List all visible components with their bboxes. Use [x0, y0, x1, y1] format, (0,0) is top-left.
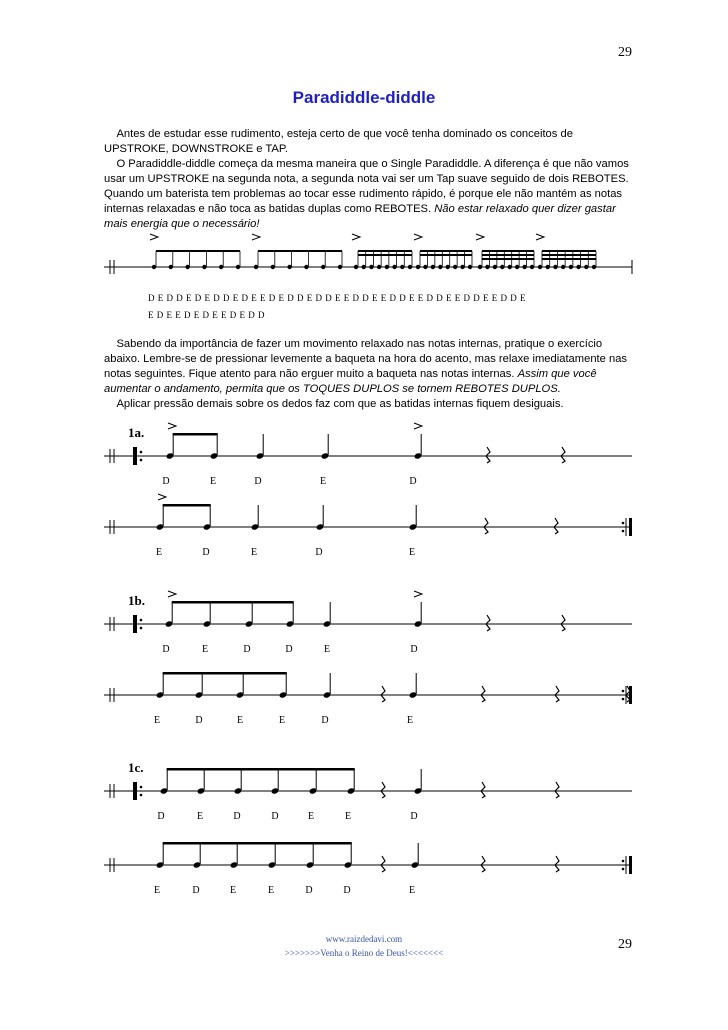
top-staff-note — [362, 265, 366, 269]
exercise-1c-line-1-sticking: D — [157, 811, 165, 822]
exercise-1c-line-1-rest — [381, 782, 385, 798]
exercise-1c-line-1-sticking: E — [307, 811, 315, 822]
top-staff-group-accent — [414, 234, 422, 240]
exercise-1b-line-1-sticking: E — [323, 644, 331, 655]
top-staff-note — [271, 265, 275, 269]
exercise-1b-line-1-beam — [172, 601, 294, 604]
top-staff-group-accent — [150, 234, 158, 240]
exercise-1b-line-2-rest — [555, 686, 559, 702]
exercise-1c-line-2-sticking: D — [343, 885, 351, 896]
top-staff-note — [236, 265, 240, 269]
top-staff-note — [392, 265, 396, 269]
top-staff-note — [321, 265, 325, 269]
exercise-1b-line-2-sticking: D — [195, 715, 203, 726]
exercise-1c-line-2-rest — [381, 856, 385, 872]
top-staff-note — [553, 265, 557, 269]
exercise-1c-label: 1c. — [128, 760, 144, 775]
top-staff-note — [354, 265, 358, 269]
top-staff-note — [431, 265, 435, 269]
intro-paragraph-1: Antes de estudar esse rudimento, esteja certo de que você tenha dominado os conceitos de UPSTROKE, DOWNSTROKE e TAP. — [104, 128, 573, 155]
exercise-1a-line-1-accent — [414, 423, 422, 429]
exercise-1a-line-2-sticking: D — [315, 547, 323, 558]
exercise-1b-line-2-sticking: E — [236, 715, 244, 726]
exercise-1c-line-2-sticking: E — [229, 885, 237, 896]
exercise-1c-line-2-sticking: E — [408, 885, 416, 896]
intro-paragraph-2-text: O Paradiddle-diddle começa da mesma maneira que o Single Paradiddle. A diferença é que não vamos usar um UPSTROKE na segunda nota, a segunda nota vai ser um Tap suave seguido de dois REBOTES. Quando um baterista tem problemas ao tocar esse rudimento rápido, é porque ele não mantém as notas internas relaxadas e não toca as batidas duplas como REBOTES. — [104, 158, 629, 215]
exercise-1a-line-1-beam — [173, 433, 218, 436]
exercise-1a-line-2-repeat-dot — [622, 522, 625, 525]
top-staff-note — [304, 265, 308, 269]
exercise-1c-line-2-rest — [555, 856, 559, 872]
top-staff-note — [485, 265, 489, 269]
exercise-1b-line-2-beam — [163, 672, 287, 675]
top-staff-note — [561, 265, 565, 269]
top-staff-beam — [420, 250, 472, 252]
top-staff-group-accent — [252, 234, 260, 240]
top-staff-beam — [482, 258, 534, 260]
top-staff-note — [169, 265, 173, 269]
top-staff-note — [493, 265, 497, 269]
top-staff-note — [385, 265, 389, 269]
exercise-1a-line-2-rest — [554, 518, 558, 534]
top-staff-beam — [156, 250, 240, 252]
top-staff-note — [592, 265, 596, 269]
page-title: Paradiddle-diddle — [292, 88, 436, 107]
exercise-1b-line-2-sticking: D — [321, 715, 329, 726]
exercise-1a-line-1-sticking: E — [209, 476, 217, 487]
exercise-1a-line-1-sticking: D — [162, 476, 170, 487]
exercise-1c-line-1-repeat-dot — [140, 786, 143, 789]
exercise-1b-line-1-sticking: D — [410, 644, 418, 655]
exercise-1b-line-1-accent — [414, 591, 422, 597]
middle-paragraph-1-text: Sabendo da importância de fazer um movimento relaxado nas notas internas, pratique o exercício abaixo. Lembre-se de pressionar levemente a baqueta na hora do acento, mas relaxe imediatamente nas notas seguintes. Fique atento para não erguer muito a baqueta nas notas internas. — [104, 338, 628, 380]
top-staff-note — [408, 265, 412, 269]
top-staff-note — [287, 265, 291, 269]
exercise-1c-line-1-repeat-start-bar — [133, 782, 137, 800]
top-staff-note — [584, 265, 588, 269]
exercise-1c-line-1-rest — [481, 782, 485, 798]
exercise-1a-line-1-sticking: E — [319, 476, 327, 487]
exercise-1a-line-2-accent — [158, 494, 166, 500]
top-staff-note — [400, 265, 404, 269]
exercise-1a-line-1-repeat-dot — [140, 451, 143, 454]
exercise-1b-line-1-repeat-start-bar — [133, 615, 137, 633]
top-staff-note — [416, 265, 420, 269]
exercise-1c-line-2-sticking: E — [267, 885, 275, 896]
top-staff-note — [515, 265, 519, 269]
exercise-1a-line-1-sticking: D — [254, 476, 262, 487]
top-staff-note — [569, 265, 573, 269]
exercise-1c-line-2-repeat-end-bar — [629, 856, 632, 874]
middle-paragraph-1-emphasis: Assim que você aumentar o andamento, permita que os TOQUES DUPLOS se tornem REBOTES DUPLOS. — [104, 368, 597, 395]
top-staff-beam — [420, 254, 472, 256]
top-staff-note — [438, 265, 442, 269]
exercise-1b-line-1-accent — [168, 591, 176, 597]
top-staff-note — [377, 265, 381, 269]
exercise-1a-line-2-beam — [163, 504, 211, 507]
top-staff-beam — [542, 258, 596, 260]
top-staff-note — [369, 265, 373, 269]
exercise-1c-line-1-repeat-dot — [140, 794, 143, 797]
top-staff-note — [538, 265, 542, 269]
intro-paragraph-2-emphasis: Não estar relaxado quer dizer gastar mais energia que o necessário! — [104, 203, 616, 230]
exercise-1b-line-1-repeat-dot — [140, 627, 143, 630]
exercise-1a-line-2-repeat-end-bar — [629, 518, 632, 536]
top-staff-beam — [542, 250, 596, 252]
exercise-1a-line-1-rest — [561, 447, 565, 463]
exercise-1a-line-1-repeat-start-bar — [133, 447, 137, 465]
exercise-1b-line-1-sticking: D — [243, 644, 251, 655]
exercise-1b-line-2-repeat-dot — [622, 690, 625, 693]
exercise-1b-line-2-sticking: E — [278, 715, 286, 726]
exercise-1c-line-1-sticking: D — [271, 811, 279, 822]
top-staff-group-accent — [476, 234, 484, 240]
top-staff-group-accent — [352, 234, 360, 240]
exercise-1b-line-2-repeat-end-bar — [629, 686, 632, 704]
exercise-1a-line-1-sticking: D — [409, 476, 417, 487]
exercise-1c-line-1-sticking: E — [196, 811, 204, 822]
top-staff-note — [576, 265, 580, 269]
footer-motto: >>>>>>>Venha o Reino de Deus!<<<<<<< — [284, 948, 444, 958]
exercise-1b-line-2-rest — [381, 686, 385, 702]
exercise-1c-line-1-sticking: D — [410, 811, 418, 822]
top-staff-beam — [542, 254, 596, 256]
exercise-1c-line-2-repeat-dot — [622, 868, 625, 871]
exercise-1b-line-2-sticking: E — [153, 715, 161, 726]
top-staff-note — [254, 265, 258, 269]
exercise-1b-label: 1b. — [128, 593, 145, 608]
top-staff-note — [423, 265, 427, 269]
page-number-top: 29 — [618, 45, 632, 60]
exercise-1a-line-2-sticking: E — [408, 547, 416, 558]
exercise-1a-line-2-sticking: D — [202, 547, 210, 558]
exercise-1b-line-1-rest — [486, 615, 490, 631]
top-staff-group-accent — [536, 234, 544, 240]
top-staff-note — [446, 265, 450, 269]
exercise-1b-line-1-sticking: E — [201, 644, 209, 655]
exercise-1a-line-1-accent — [168, 423, 176, 429]
exercise-1a-line-1-rest — [486, 447, 490, 463]
footer-site-link[interactable]: www.raizdedavi.com — [325, 934, 403, 944]
page-number-bottom: 29 — [618, 937, 632, 952]
exercise-1b-line-1-rest — [561, 615, 565, 631]
exercise-1a-line-2-repeat-dot — [622, 530, 625, 533]
exercise-1c-line-2-sticking: D — [305, 885, 313, 896]
exercise-1b-line-1-repeat-dot — [140, 619, 143, 622]
top-staff-note — [546, 265, 550, 269]
top-staff-note — [185, 265, 189, 269]
exercise-1a-line-2-sticking: E — [155, 547, 163, 558]
exercise-1c-line-2-sticking: E — [153, 885, 161, 896]
exercise-1a-line-2-rest — [484, 518, 488, 534]
top-staff-note — [338, 265, 342, 269]
top-staff-note — [508, 265, 512, 269]
top-staff-beam — [258, 250, 342, 252]
top-staff-note — [468, 265, 472, 269]
top-staff-note — [152, 265, 156, 269]
exercise-1c-line-1-rest — [555, 782, 559, 798]
exercise-1b-line-1-sticking: D — [285, 644, 293, 655]
top-staff-note — [202, 265, 206, 269]
top-staff-sticking-row-2: E D E E D E D E E D E D D — [148, 310, 265, 320]
top-staff-note — [219, 265, 223, 269]
top-staff-note — [453, 265, 457, 269]
exercise-1c-line-1-sticking: E — [344, 811, 352, 822]
exercise-1a-label: 1a. — [128, 425, 145, 440]
exercise-1c-line-1-sticking: D — [233, 811, 241, 822]
top-staff-note — [530, 265, 534, 269]
top-staff-beam — [482, 250, 534, 252]
exercise-1c-line-2-repeat-dot — [622, 860, 625, 863]
exercise-1a-line-2-sticking: E — [250, 547, 258, 558]
top-staff-note — [478, 265, 482, 269]
top-staff-sticking-row-1: D E D D E D E D D E D E E D E D D E D D E E D D E E D D E E D D E E D D E E D D E — [148, 293, 526, 303]
exercise-1b-line-2-rest — [481, 686, 485, 702]
middle-paragraph-2: Aplicar pressão demais sobre os dedos faz com que as batidas internas fiquem desiguais. — [116, 398, 564, 410]
top-staff-note — [522, 265, 526, 269]
top-staff-beam — [482, 254, 534, 256]
exercise-1c-line-1-beam — [167, 768, 355, 771]
top-staff-note — [500, 265, 504, 269]
exercise-1c-line-2-rest — [481, 856, 485, 872]
exercise-1b-line-2-sticking: E — [406, 715, 414, 726]
exercise-1c-line-2-sticking: D — [192, 885, 200, 896]
exercise-1c-line-2-beam — [163, 842, 352, 845]
exercise-1b-line-2-repeat-dot — [622, 698, 625, 701]
exercise-1a-line-1-repeat-dot — [140, 459, 143, 462]
exercise-1b-line-1-sticking: D — [162, 644, 170, 655]
top-staff-note — [460, 265, 464, 269]
top-staff-beam — [358, 250, 412, 252]
top-staff-beam — [358, 254, 412, 256]
